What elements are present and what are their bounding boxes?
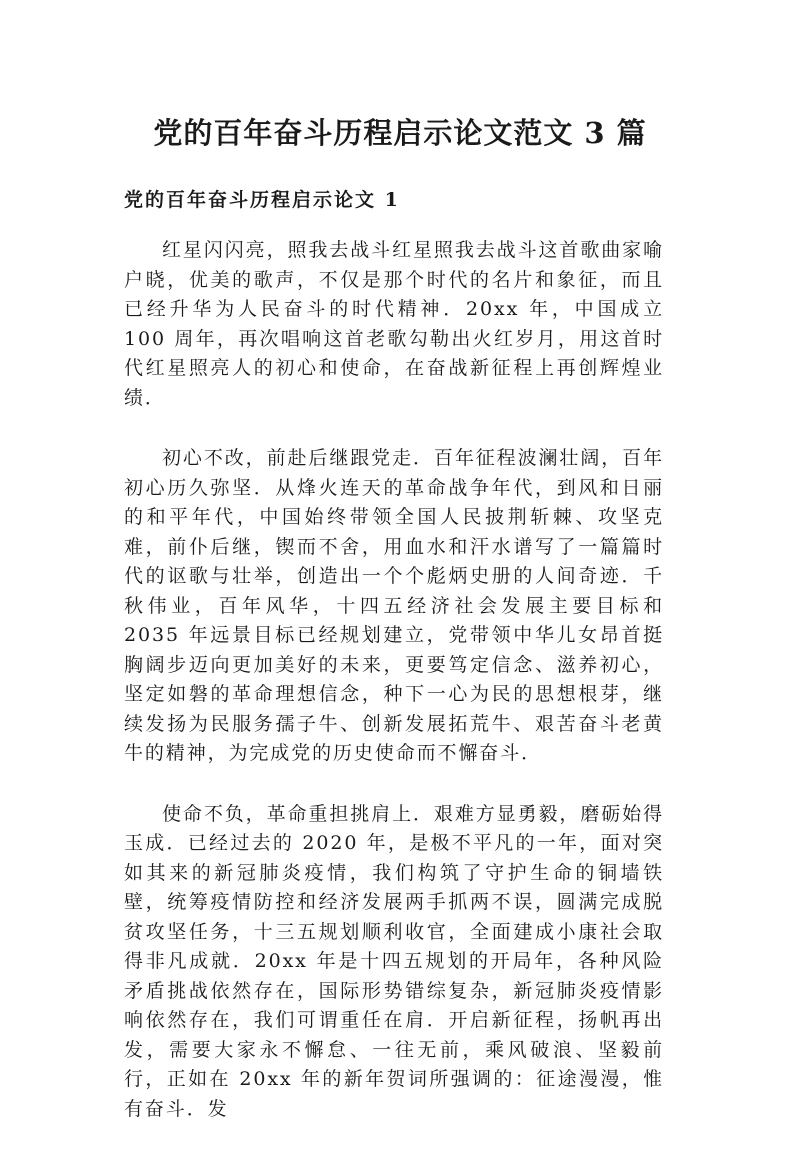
- paragraph-1: 红星闪闪亮，照我去战斗红星照我去战斗这首歌曲家喻户晓，优美的歌声，不仅是那个时代的名片和象征，而且已经升华为人民奋斗的时代精神．20xx 年，中国成立 100 周年，再次唱响这首老歌勾勒出火红岁月，用这首时代红星照亮人的初心和使命，在奋战新征程上再创辉煌业绩．: [124, 239, 664, 409]
- section-heading: 党的百年奋斗历程启示论文 1: [124, 189, 400, 211]
- paragraph-3: 使命不负，革命重担挑肩上．艰难方显勇毅，磨砺始得玉成．已经过去的 2020 年，是极不平凡的一年，面对突如其来的新冠肺炎疫情，我们构筑了守护生命的铜墙铁壁，统筹疫情防控和经济发展两手抓两不误，圆满完成脱贫攻坚任务，十三五规划顺利收官，全面建成小康社会取得非凡成就．20xx 年是十四五规划的开局年，各种风险矛盾挑战依然存在，国际形势错综复杂，新冠肺炎疫情影响依然存在，我们可谓重任在肩．开启新征程，扬帆再出发，需要大家永不懈怠、一往无前，乘风破浪、坚毅前行，正如在 20xx 年的新年贺词所强调的：征途漫漫，惟有奋斗．发: [124, 802, 664, 1120]
- document-body: [124, 236, 664, 1155]
- paragraph-2: 初心不改，前赴后继跟党走．百年征程波澜壮阔，百年初心历久弥坚．从烽火连天的革命战争年代，到风和日丽的和平年代，中国始终带领全国人民披荆斩棘、攻坚克难，前仆后继，锲而不舍，用血水和汗水谱写了一篇篇时代的讴歌与壮举，创造出一个个彪炳史册的人间奇迹．千秋伟业，百年风华，十四五经济社会发展主要目标和 2035 年远景目标已经规划建立，党带领中华儿女昂首挺胸阔步迈向更加美好的未来，更要笃定信念、滋养初心，坚定如磐的革命理想信念，种下一心为民的思想根芽，继续发扬为民服务孺子牛、创新发展拓荒牛、艰苦奋斗老黄牛的精神，为完成党的历史使命而不懈奋斗．: [124, 447, 664, 764]
- document-title: 党的百年奋斗历程启示论文范文 3 篇: [153, 116, 647, 150]
